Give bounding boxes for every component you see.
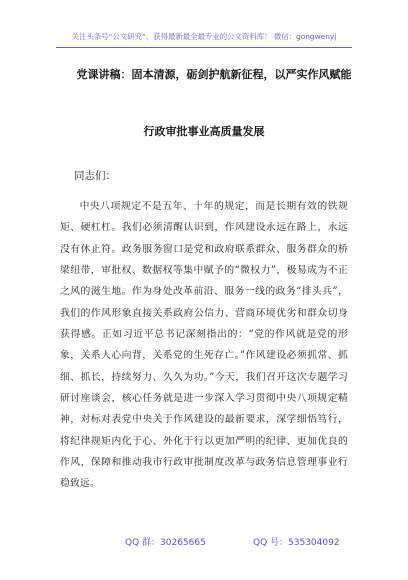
document-title-line-2: 行政审批事业高质量发展 [143, 125, 265, 138]
footer-qq-number: QQ 号：535304092 [253, 538, 340, 548]
body-paragraph: 中央八项规定不是五年、十年的规定，而是长期有效的铁规矩、硬杠杠。我们必须清醒认识到，作风建设永远在路上，永远没有休止符。政务服务窗口是党和政府联系群众、服务群众的桥梁纽带，审批权、数据权等集中赋予的“微权力”，极易成为不正之风的滋生地。作为身处改革前沿、服务一线的政务“排头兵”，我们的作风形象直接关系政府公信力、营商环境优劣和群众切身获得感。正如习近平总书记深刻指出的：“党的作风就是党的形象，关系人心向背，关系党的生死存亡。”作风建设必须抓常、抓细、抓长，持续努力、久久为功。”今天，我们召开这次专题学习研讨座谈会，核心任务就是进一步深入学习贯彻中央八项规定精神，对标对表党中央关于作风建设的最新要求，深学细悟笃行，将纪律规矩内化于心、外化于行以更加严明的纪律、更加优良的作风，保障和推动我市行政审批制度改革与政务信息管理事业行稳致远。 [60, 201, 348, 490]
greeting: 同志们： [74, 170, 116, 182]
document-title-line-1: 党课讲稿：固本清源，砺剑护航新征程，以严实作风赋能 [76, 68, 352, 81]
footer [0, 535, 408, 551]
header-banner: 关注头条号“公文研究”，获得最新最全最专业的公文资料库！ 微信：gongwenyj [71, 32, 337, 41]
header-divider [56, 47, 352, 48]
footer-qq-group: QQ 群：30265665 [125, 538, 206, 548]
